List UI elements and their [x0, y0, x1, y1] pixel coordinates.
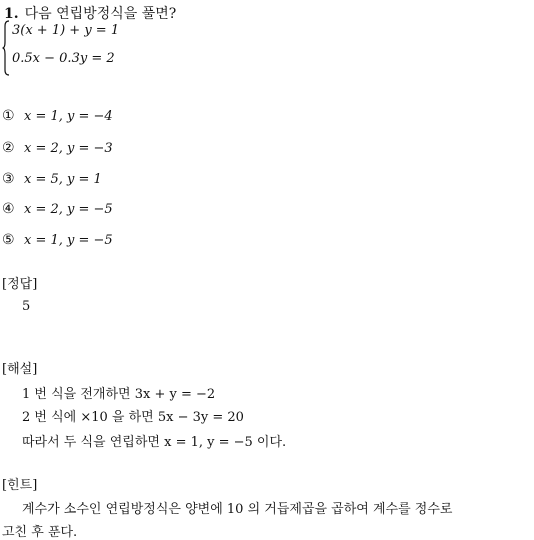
choice-4[interactable] — [2, 201, 113, 217]
explanation-line-3: 따라서 두 식을 연립하면 x = 1, y = −5 이다. — [22, 435, 287, 450]
choice-1-text: x = 1, y = −4 — [24, 109, 113, 124]
choice-3-text: x = 5, y = 1 — [24, 172, 102, 187]
explanation-line-2: 2 번 식에 ×10 을 하면 5x − 3y = 20 — [22, 410, 244, 425]
question-prompt: 다음 연립방정식을 풀면? — [24, 6, 177, 22]
equation-system — [2, 20, 202, 76]
choice-3[interactable] — [2, 171, 102, 187]
choice-1[interactable] — [2, 108, 113, 124]
hint-heading: [힌트] — [2, 478, 38, 493]
explanation-line-1: 1 번 식을 전개하면 3x + y = −2 — [22, 387, 216, 402]
hint-line-2: 고친 후 푼다. — [2, 525, 78, 540]
choice-4-mark: ④ — [2, 201, 15, 217]
choice-5-mark: ⑤ — [2, 232, 15, 248]
answer-heading: [정답] — [2, 277, 38, 292]
choice-2-mark: ② — [2, 140, 15, 156]
equation-2: 0.5x − 0.3y = 2 — [12, 51, 115, 66]
equation-1: 3(x + 1) + y = 1 — [12, 23, 120, 38]
choice-2-text: x = 2, y = −3 — [24, 141, 113, 156]
choice-1-mark: ① — [2, 108, 15, 124]
choice-2[interactable] — [2, 140, 113, 156]
hint-line-1: 계수가 소수인 연립방정식은 양변에 10 의 거듭제곱을 곱하여 계수를 정수로 — [22, 502, 453, 517]
explanation-heading: [해설] — [2, 362, 38, 377]
choice-5-text: x = 1, y = −5 — [24, 233, 113, 248]
answer-value: 5 — [22, 299, 31, 314]
choice-5[interactable] — [2, 232, 113, 248]
question-number: 1. — [4, 6, 19, 22]
choice-4-text: x = 2, y = −5 — [24, 202, 113, 217]
left-brace — [2, 20, 10, 76]
choice-3-mark: ③ — [2, 171, 15, 187]
